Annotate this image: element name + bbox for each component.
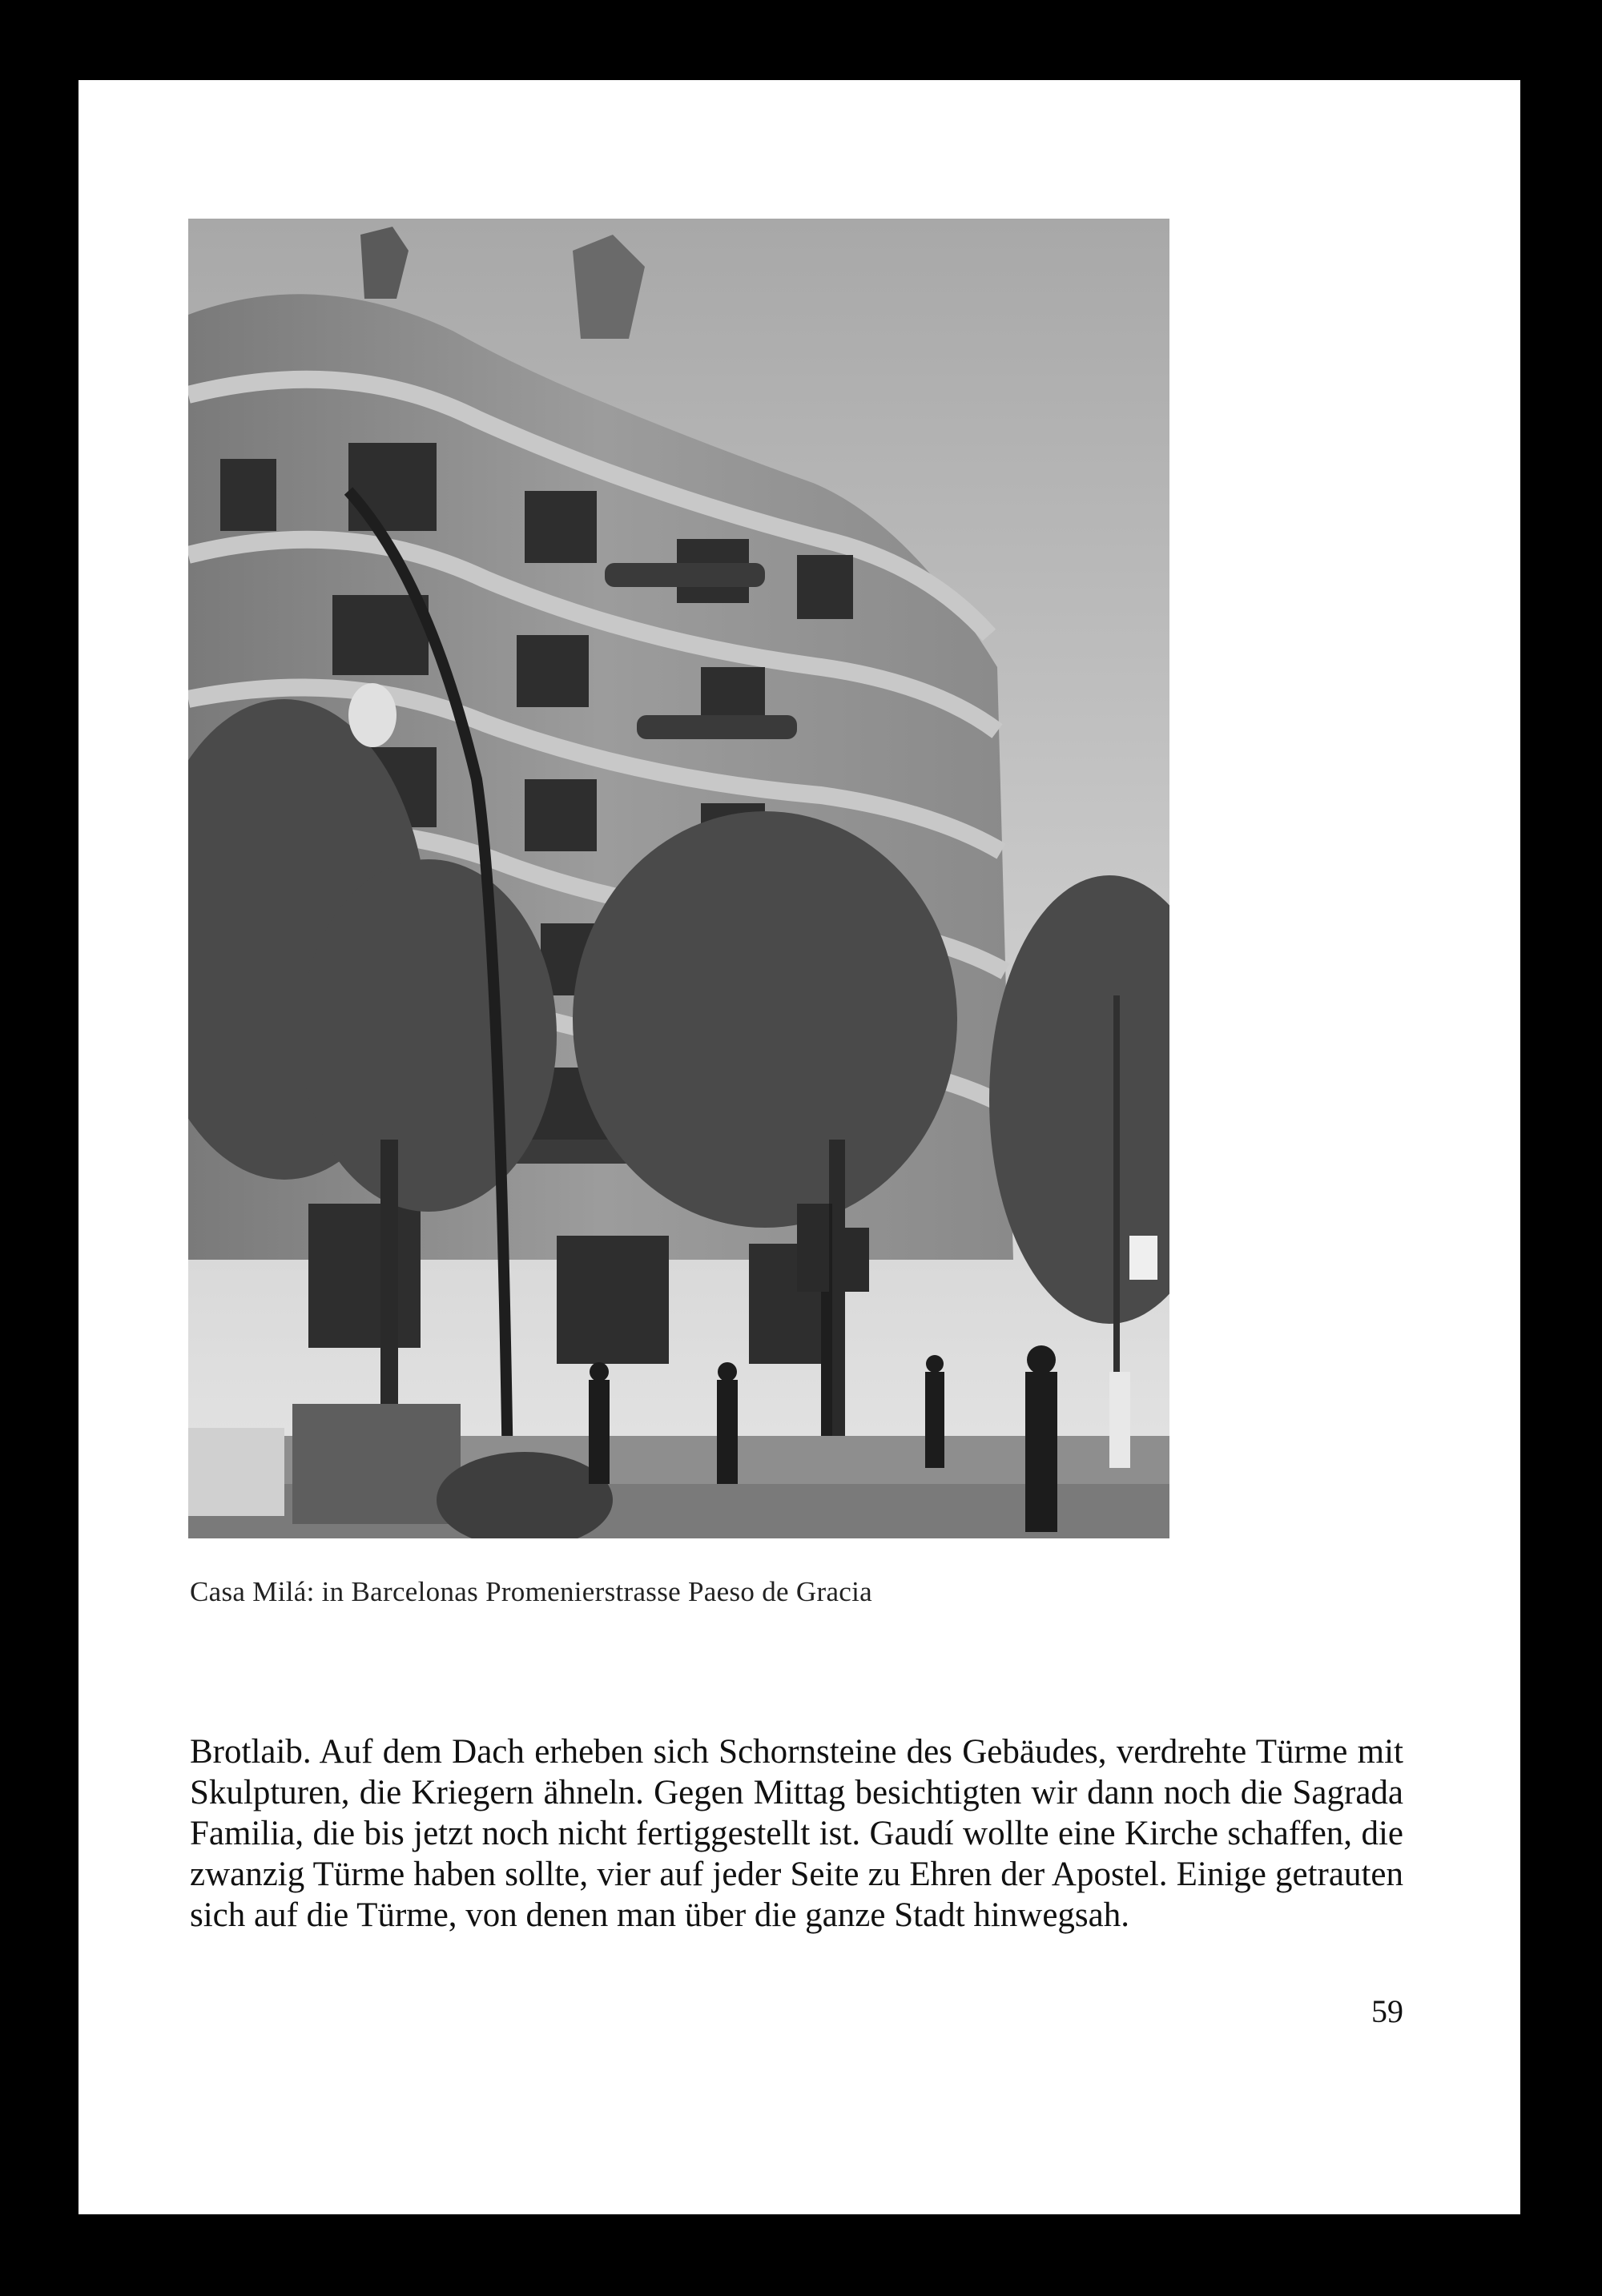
body-paragraph: Brotlaib. Auf dem Dach erheben sich Schornsteine des Gebäudes, verdrehte Türme mit Skulpturen, die Kriegern ähneln. Gegen Mittag besichtigten wir dann noch die Sagrada Familia, die bis jetzt noch nicht fertiggestellt ist. Gaudí wollte eine Kirche schaffen, die zwanzig Türme haben sollte, vier auf jeder Seite zu Ehren der Apostel. Einige getrauten sich auf die Türme, von denen man über die ganze Stadt hinwegsah.: [190, 1733, 1403, 1934]
casa-mila-photo: [188, 219, 1169, 1538]
book-page: [78, 80, 1520, 2214]
photo-caption: Casa Milá: in Barcelonas Promenierstrasse Paeso de Gracia: [190, 1576, 872, 1607]
casa-mila-illustration: [188, 219, 1169, 1538]
page-number: 59: [1371, 1993, 1403, 2029]
